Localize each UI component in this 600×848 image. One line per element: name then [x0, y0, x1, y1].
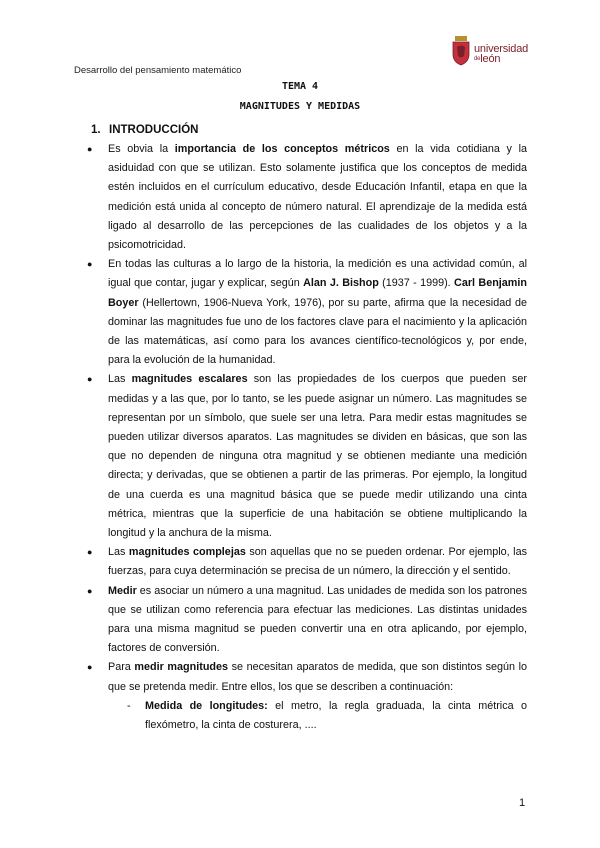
body-text: Las	[108, 546, 129, 559]
body-text: Las	[108, 373, 132, 386]
sub-item	[108, 697, 527, 735]
bullet-item	[87, 582, 527, 659]
body-text: el metro, la regla graduada, la cinta métrica o flexómetro, la cinta de costurera, ....	[145, 699, 527, 732]
dash-marker: -	[127, 699, 131, 712]
section-number: 1.	[91, 124, 101, 136]
emphasis-text: Medir	[108, 584, 137, 597]
bullet-icon: ●	[87, 374, 93, 385]
bullet-item	[87, 255, 527, 370]
bullet-icon: ●	[87, 144, 93, 154]
emphasis-text: Medida de longitudes:	[145, 699, 268, 712]
logo-de: de	[474, 56, 481, 62]
bullet-list	[87, 140, 527, 697]
bullet-icon: ●	[87, 585, 93, 596]
body-text: Es obvia la	[108, 143, 175, 155]
body-text: (1937 - 1999).	[378, 277, 455, 290]
body-content	[87, 140, 527, 735]
chapter-subtitle: MAGNITUDES Y MEDIDAS	[239, 101, 361, 112]
body-text: son las propiedades de los cuerpos que pueden ser medidas y a las que, por lo tanto, se les puede asignar un número. Las magnitudes se representan por un símbolo, que suele ser una letra. Para medir estas magnitudes se pueden utilizar diversos aparatos. Las magnitudes se dividen en básicas, que son las que no dependen de ninguna otra magnitud y se obtienen mediante una medición directa; y derivadas, que se obtienen a partir de las primeras. Por ejemplo, la longitud de una cuerda es una magnitud básica que se puede medir utilizando una cinta métrica, mientras que la superficie de una habitación se obtiene multiplicando la longitud y la anchura de la misma.	[108, 373, 527, 540]
emphasis-text: Carl Benjamin Boyer	[108, 277, 527, 309]
emphasis-text: magnitudes escalares	[131, 373, 248, 386]
logo-wordmark	[474, 44, 528, 64]
section-heading	[91, 124, 198, 136]
sub-item-text	[145, 700, 527, 731]
page-number: 1	[519, 797, 526, 809]
bullet-icon: ●	[87, 662, 93, 673]
section-title: INTRODUCCIÓN	[109, 124, 199, 136]
logo-line2: león	[480, 53, 501, 65]
body-text: En todas las culturas a lo largo de la historia, la medición es una actividad común, al igual que contar, jugar y explicar, según	[108, 258, 527, 290]
bullet-icon: ●	[87, 547, 93, 558]
bullet-item	[87, 543, 527, 581]
body-text: Para	[108, 661, 135, 674]
body-text: es asociar un número a una magnitud. Las unidades de medida son los patrones que se utilizan como referencia para efectuar las mediciones. Las distintas unidades para una misma magnitud se pueden convertir una en otra aplicando, por ejemplo, factores de conversión.	[108, 584, 527, 655]
body-text: (Hellertown, 1906-Nueva York, 1976), por su parte, afirma que la necesidad de dominar las magnitudes fue uno de los factores clave para el nacimiento y la aplicación de las matemáticas, así como para los avances científico-tecnológicos y, por ende, para la evolución de la humanidad.	[108, 296, 527, 367]
bullet-item	[87, 140, 527, 255]
emphasis-text: medir magnitudes	[134, 661, 229, 674]
body-text: en la vida cotidiana y la asiduidad con que se utilizan. Esto solamente justifica que los conceptos de medida estén incluidos en el currículum educativo, desde Educación Infantil, etapa en que la medición está unida al concepto de número natural. El aprendizaje de la medida está ligado al desarrollo de las percepciones de las cualidades de los objetos y a la psicomotricidad.	[108, 143, 527, 252]
emphasis-text: importancia de los conceptos métricos	[174, 143, 390, 155]
university-logo	[451, 36, 537, 74]
bullet-item	[87, 658, 527, 696]
body-text: son aquellas que no se pueden ordenar. Por ejemplo, las fuerzas, para cuya determinación se precisa de un número, la dirección y el sentido.	[108, 546, 527, 578]
bullet-icon: ●	[87, 259, 93, 270]
logo-line1: universidad	[474, 43, 529, 55]
bullet-item	[87, 370, 527, 543]
coat-of-arms-icon	[451, 36, 471, 66]
chapter-title: TEMA 4	[281, 81, 319, 92]
emphasis-text: Alan J. Bishop	[303, 277, 379, 290]
running-header: Desarrollo del pensamiento matemático	[74, 65, 242, 76]
body-text: se necesitan aparatos de medida, que son distintos según lo que se pretenda medir. Entre ellos, los que se describen a continuación:	[108, 661, 527, 693]
emphasis-text: magnitudes complejas	[128, 546, 246, 559]
